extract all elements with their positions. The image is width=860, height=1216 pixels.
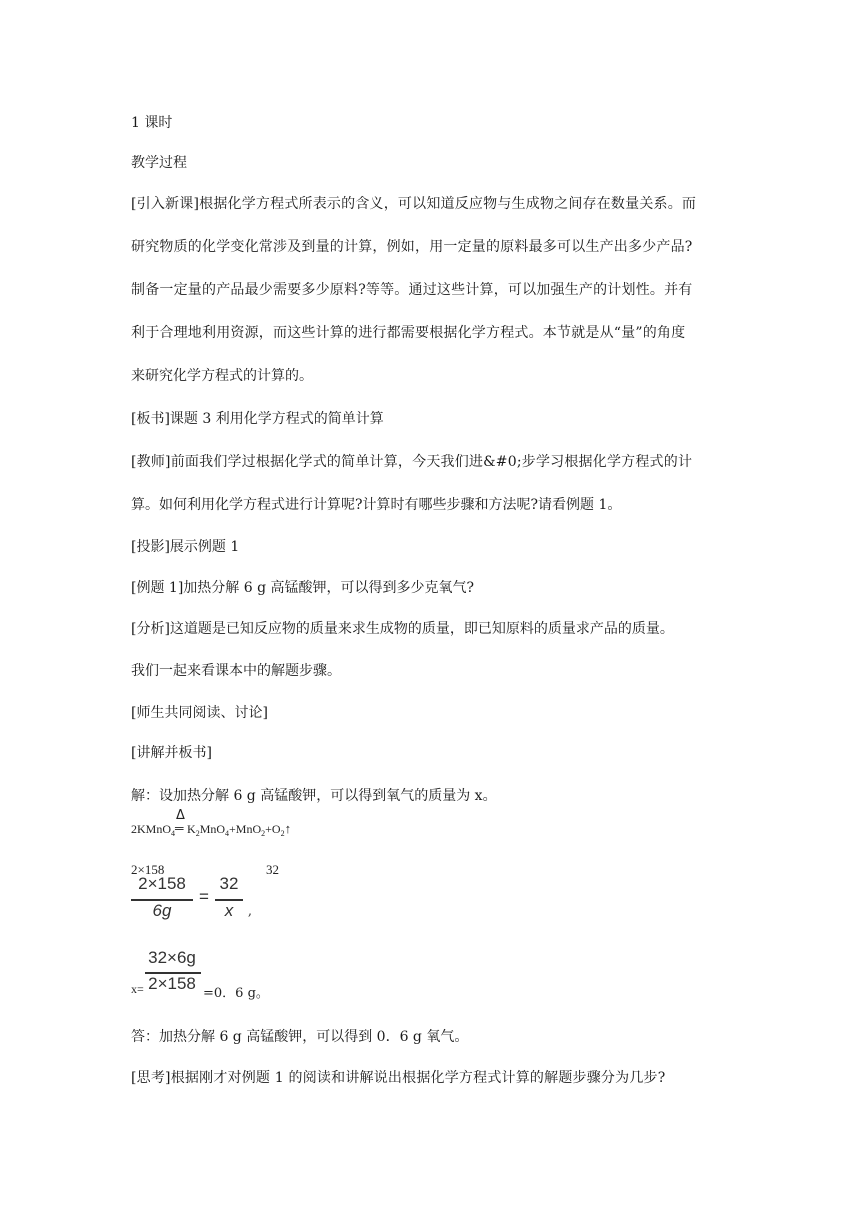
solve-prefix: x= [131,982,144,996]
right-numerator: 32 [219,874,239,893]
heat-condition: Δ ═ [175,808,185,835]
paragraph-intro-line-1: [引入新课]根据化学方程式所表示的含义，可以知道反应物与生成物之间存在数量关系。而 [131,196,697,212]
lesson-hours: 1 课时 [131,115,173,131]
teacher-line-1: [教师]前面我们学过根据化学式的简单计算，今天我们进&#0;步学习根据化学方程式的计 [131,454,693,470]
section-heading-teaching-process: 教学过程 [131,155,187,171]
projection-line: [投影]展示例题 1 [131,539,240,555]
solve-numerator: 32×6g [148,948,196,967]
solve-fraction [143,948,203,998]
mass-ratio-right: 32 [266,862,279,877]
mass-ratio-left: 2×158 [131,862,165,877]
proportion-equation [131,874,251,924]
left-denominator: 6g [152,901,172,920]
paragraph-intro-line-4: 利于合理地利用资源，而这些计算的进行都需要根据化学方程式。本节就是从“量”的角度 [131,325,686,341]
analysis-line-2: 我们一起来看课本中的解题步骤。 [131,663,341,679]
thinking-question: [思考]根据刚才对例题 1 的阅读和讲解说出根据化学方程式计算的解题步骤分为几步? [131,1070,666,1086]
right-denominator: x [224,901,234,920]
explain-board-line: [讲解并板书] [131,745,212,761]
analysis-line-1: [分析]这道题是已知反应物的质量来求生成物的质量，即已知原料的质量求产品的质量。 [131,621,674,637]
teacher-line-2: 算。如何利用化学方程式进行计算呢?计算时有哪些步骤和方法呢?请看例题 1。 [131,497,622,513]
paragraph-intro-line-3: 制备一定量的产品最少需要多少原料?等等。通过这些计算，可以加强生产的计划性。并有 [131,282,693,298]
trailing-comma: , [247,904,253,919]
left-numerator: 2×158 [138,874,186,893]
solve-result: =0．6 g。 [203,986,269,1001]
chemical-equation: 2KMnO$_4$ Δ ═ $K_2MnO_4+MnO_2+O_2↑$ [131,808,292,838]
discussion-line: [师生共同阅读、讨论] [131,705,268,721]
answer-line: 答：加热分解 6 g 高锰酸钾，可以得到 0．6 g 氧气。 [131,1029,469,1045]
paragraph-intro-line-5: 来研究化学方程式的计算的。 [131,368,313,384]
solution-setup: 解：设加热分解 6 g 高锰酸钾，可以得到氧气的质量为 x。 [131,788,497,804]
gas-arrow-icon: ↑ [284,821,292,836]
solve-denominator: 2×158 [148,974,196,993]
board-title: [板书]课题 3 利用化学方程式的简单计算 [131,411,384,427]
equals-sign: = [199,887,209,906]
paragraph-intro-line-2: 研究物质的化学变化常涉及到量的计算，例如，用一定量的原料最多可以生产出多少产品? [131,239,693,255]
example-1-question: [例题 1]加热分解 6 g 高锰酸钾，可以得到多少克氧气? [131,580,475,596]
